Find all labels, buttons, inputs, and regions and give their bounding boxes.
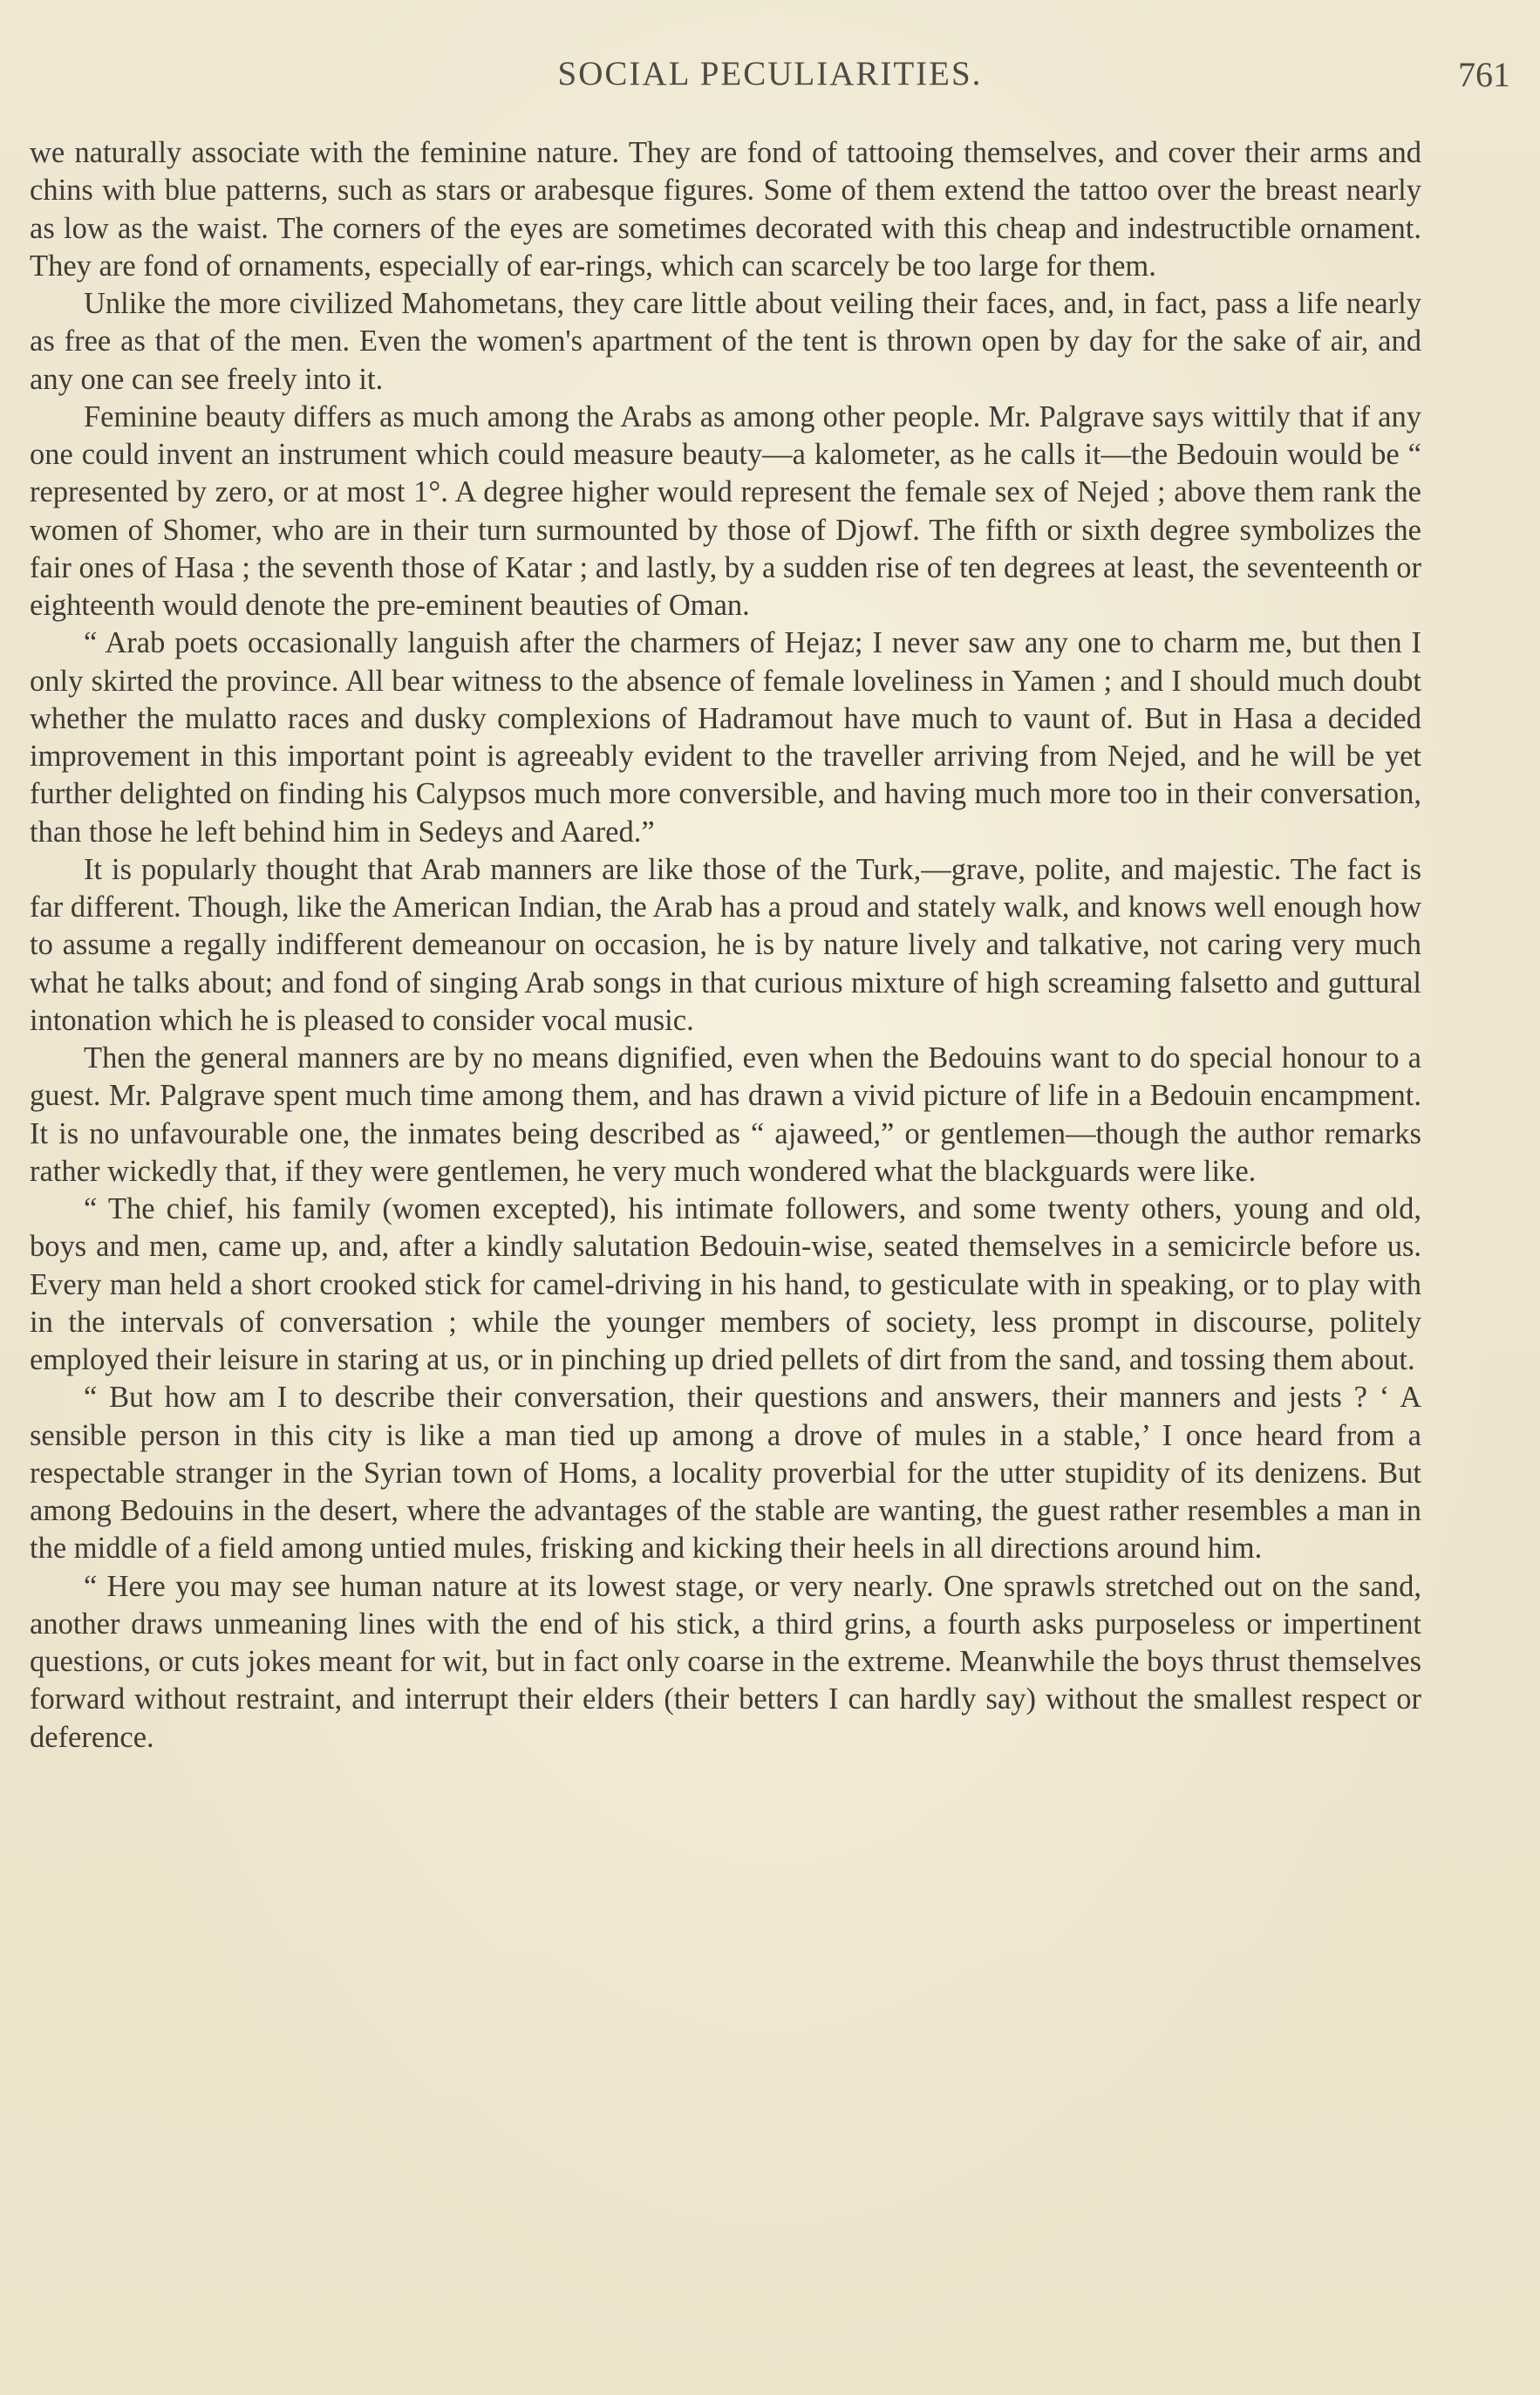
paragraph-4: “ Arab poets occasionally languish after the charmers of Hejaz; I never saw any one to charm me, but then I only skirted the province. All bear witness to the absence of female loveliness in Yamen ; and I should much doubt whether the mulatto races and dusky complexions of Hadramout have much to vaunt of. But in Hasa a decided improvement in this important point is agreeably evident to the traveller arriving from Nejed, and he will be yet further delighted on finding his Calypsos much more conversible, and having much more too in their conversation, than those he left behind him in Sedeys and Aared.” (30, 626, 1421, 849)
paragraph-9: “ Here you may see human nature at its lowest stage, or very nearly. One sprawls stretched out on the sand, another draws unmeaning lines with the end of his stick, a third grins, a fourth asks purposeless or impertinent questions, or cuts jokes meant for wit, but in fact only coarse in the extreme. Meanwhile the boys thrust themselves forward without restraint, and interrupt their elders (their betters I can hardly say) without the smallest respect or deference. (30, 1569, 1421, 1754)
page-number: 761 (1458, 55, 1510, 94)
paragraph-2: Unlike the more civilized Mahometans, they care little about veiling their faces, and, in fact, pass a life nearly as free as that of the men. Even the women's apartment of the tent is thrown open by day for the sake of air, and any one can see freely into it. (30, 287, 1421, 396)
paragraph-8: “ But how am I to describe their conversation, their questions and answers, their manners and jests ? ‘ A sensible person in this city is like a man tied up among a drove of mules in a stable,’ I once heard from a respectable stranger in the Syrian town of Homs, a locality proverbial for the utter stupidity of its denizens. But among Bedouins in the desert, where the advantages of the stable are wanting, the guest rather resembles a man in the middle of a field among untied mules, frisking and kicking their heels in all directions around him. (30, 1381, 1421, 1566)
paragraph-5: It is popularly thought that Arab manners are like those of the Turk,—grave, polite, and majestic. The fact is far different. Though, like the American Indian, the Arab has a proud and stately walk, and knows well enough how to assume a regally indifferent demeanour on occasion, he is by nature lively and talkative, not caring very much what he talks about; and fond of singing Arab songs in that curious mixture of high screaming falsetto and guttural intonation which he is pleased to consider vocal music. (30, 852, 1421, 1037)
running-head (30, 54, 1510, 103)
paragraph-6: Then the general manners are by no means dignified, even when the Bedouins want to do special honour to a guest. Mr. Palgrave spent much time among them, and has drawn a vivid picture of life in a Bedouin encampment. It is no unfavourable one, the inmates being described as “ ajaweed,” or gentlemen—though the author remarks rather wickedly that, if they were gentlemen, he very much wondered what the blackguards were like. (30, 1041, 1421, 1188)
paragraph-7: “ The chief, his family (women excepted), his intimate followers, and some twenty others, young and old, boys and men, came up, and, after a kindly salutation Bedouin-wise, seated themselves in a semicircle before us. Every man held a short crooked stick for camel-driving in his hand, to gesticulate with in speaking, or to play with in the intervals of conversation ; while the younger members of society, less prompt in discourse, politely employed their leisure in staring at us, or in pinching up dried pellets of dirt from the sand, and tossing them about. (30, 1192, 1421, 1376)
paragraph-1: we naturally associate with the feminine nature. They are fond of tattooing themselves, and cover their arms and chins with blue patterns, such as stars or arabesque figures. Some of them extend the tattoo over the breast nearly as low as the waist. The corners of the eyes are sometimes decorated with this cheap and indestructible ornament. They are fond of ornaments, especially of ear-rings, which can scarcely be too large for them. (30, 136, 1421, 283)
running-title: SOCIAL PECULIARITIES. (557, 55, 983, 92)
bottom-margin (0, 2255, 1540, 2395)
body-text (30, 134, 1421, 1757)
paragraph-3: Feminine beauty differs as much among the Arabs as among other people. Mr. Palgrave says wittily that if any one could invent an instrument which could measure beauty—a kalometer, as he calls it—the Bedouin would be “ represented by zero, or at most 1°. A degree higher would represent the female sex of Nejed ; above them rank the women of Shomer, who are in their turn surmounted by those of Djowf. The fifth or sixth degree symbolizes the fair ones of Hasa ; the seventh those of Katar ; and lastly, by a sudden rise of ten degrees at least, the seventeenth or eighteenth would denote the pre-eminent beauties of Oman. (30, 399, 1421, 622)
